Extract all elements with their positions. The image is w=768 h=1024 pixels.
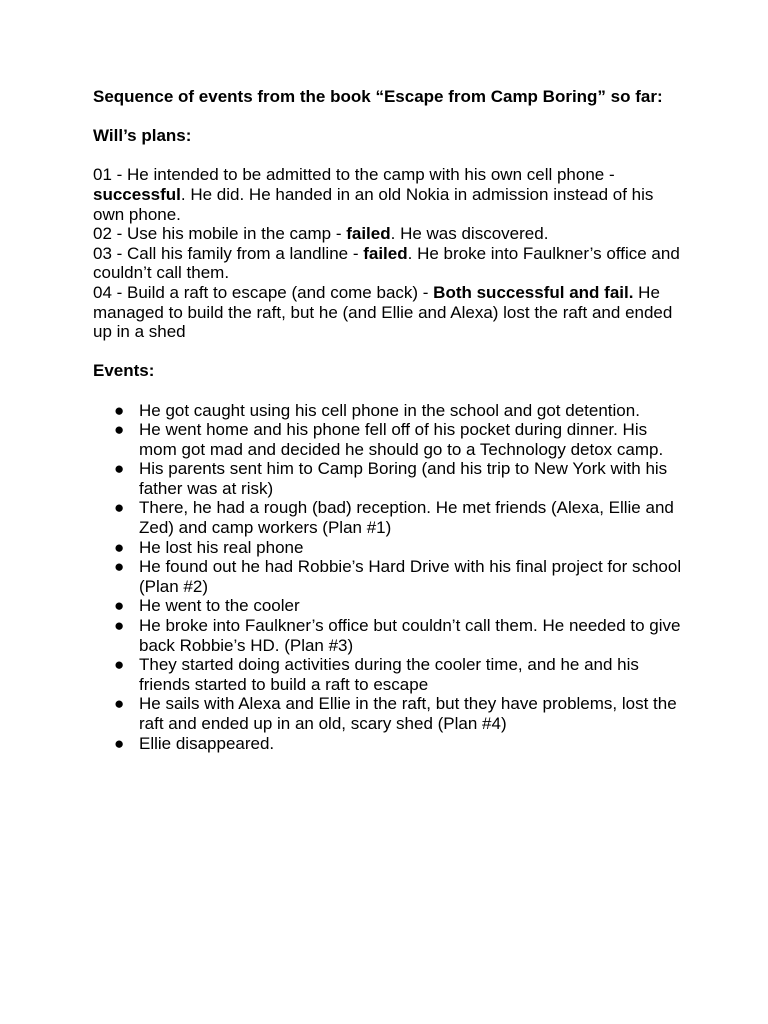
event-item: [93, 616, 683, 655]
bullet-icon: ●: [114, 400, 125, 420]
plan-result: successful: [93, 184, 181, 204]
event-text: He broke into Faulkner’s office but couldn’t call them. He needed to give back Robbie’s HD. (Plan #3): [139, 616, 681, 655]
plans-heading: Will’s plans:: [93, 126, 192, 146]
bullet-icon: ●: [114, 537, 125, 557]
event-item: [93, 596, 683, 616]
event-item: [93, 655, 683, 694]
events-list: [93, 401, 683, 754]
document-title: Sequence of events from the book “Escape from Camp Boring” so far:: [93, 87, 663, 106]
bullet-icon: ●: [114, 557, 125, 577]
bullet-icon: ●: [114, 459, 125, 479]
event-item: [93, 401, 683, 421]
bullet-icon: ●: [114, 655, 125, 675]
event-text: They started doing activities during the cooler time, and he and his friends started to build a raft to escape: [139, 655, 639, 694]
plans-list: [93, 165, 683, 341]
bullet-icon: ●: [114, 596, 125, 616]
event-text: He went home and his phone fell off of his pocket during dinner. His mom got mad and decided he should go to a Technology detox camp.: [139, 420, 664, 459]
event-item: [93, 538, 683, 558]
event-text: His parents sent him to Camp Boring (and his trip to New York with his father was at risk): [139, 459, 668, 498]
event-text: He got caught using his cell phone in the school and got detention.: [139, 400, 640, 420]
plan-text: 03 - Call his family from a landline -: [93, 243, 364, 263]
plan-item-3: [93, 244, 683, 283]
event-item: [93, 694, 683, 733]
bullet-icon: ●: [114, 498, 125, 518]
event-text: There, he had a rough (bad) reception. He met friends (Alexa, Ellie and Zed) and camp workers (Plan #1): [139, 498, 674, 538]
plan-text: 04 - Build a raft to escape (and come back) -: [93, 282, 434, 302]
event-text: He lost his real phone: [139, 537, 304, 557]
event-item: [93, 459, 683, 498]
plan-detail: He managed to build the raft, but he (and Ellie and Alexa) lost the raft and ended up in a shed: [93, 282, 673, 342]
plan-result: failed: [346, 224, 391, 244]
bullet-icon: ●: [114, 420, 125, 440]
event-item: [93, 557, 683, 596]
event-item: [93, 734, 683, 754]
plan-item-4: [93, 283, 683, 342]
event-text: Ellie disappeared.: [139, 733, 275, 753]
plan-result: failed: [363, 243, 408, 263]
event-item: [93, 498, 683, 537]
bullet-icon: ●: [114, 694, 125, 714]
event-text: He found out he had Robbie’s Hard Drive with his final project for school (Plan #2): [139, 557, 682, 596]
plan-detail: . He was discovered.: [390, 224, 549, 244]
plan-text: 02 - Use his mobile in the camp -: [93, 224, 347, 244]
plan-detail: . He broke into Faulkner’s office and couldn’t call them.: [93, 243, 680, 283]
events-heading: Events:: [93, 361, 155, 381]
plan-item-1: [93, 165, 683, 224]
event-text: He went to the cooler: [139, 596, 300, 616]
event-text: He sails with Alexa and Ellie in the raft, but they have problems, lost the raft and ended up in an old, scary shed (Plan #4): [139, 694, 677, 733]
plan-item-2: [93, 224, 683, 244]
event-item: [93, 420, 683, 459]
bullet-icon: ●: [114, 733, 125, 753]
bullet-icon: ●: [114, 616, 125, 636]
plan-text: 01 - He intended to be admitted to the camp with his own cell phone -: [93, 165, 615, 185]
document-page: [93, 87, 683, 753]
plan-detail: . He did. He handed in an old Nokia in admission instead of his own phone.: [93, 184, 654, 224]
plan-result: Both successful and fail.: [433, 282, 634, 302]
